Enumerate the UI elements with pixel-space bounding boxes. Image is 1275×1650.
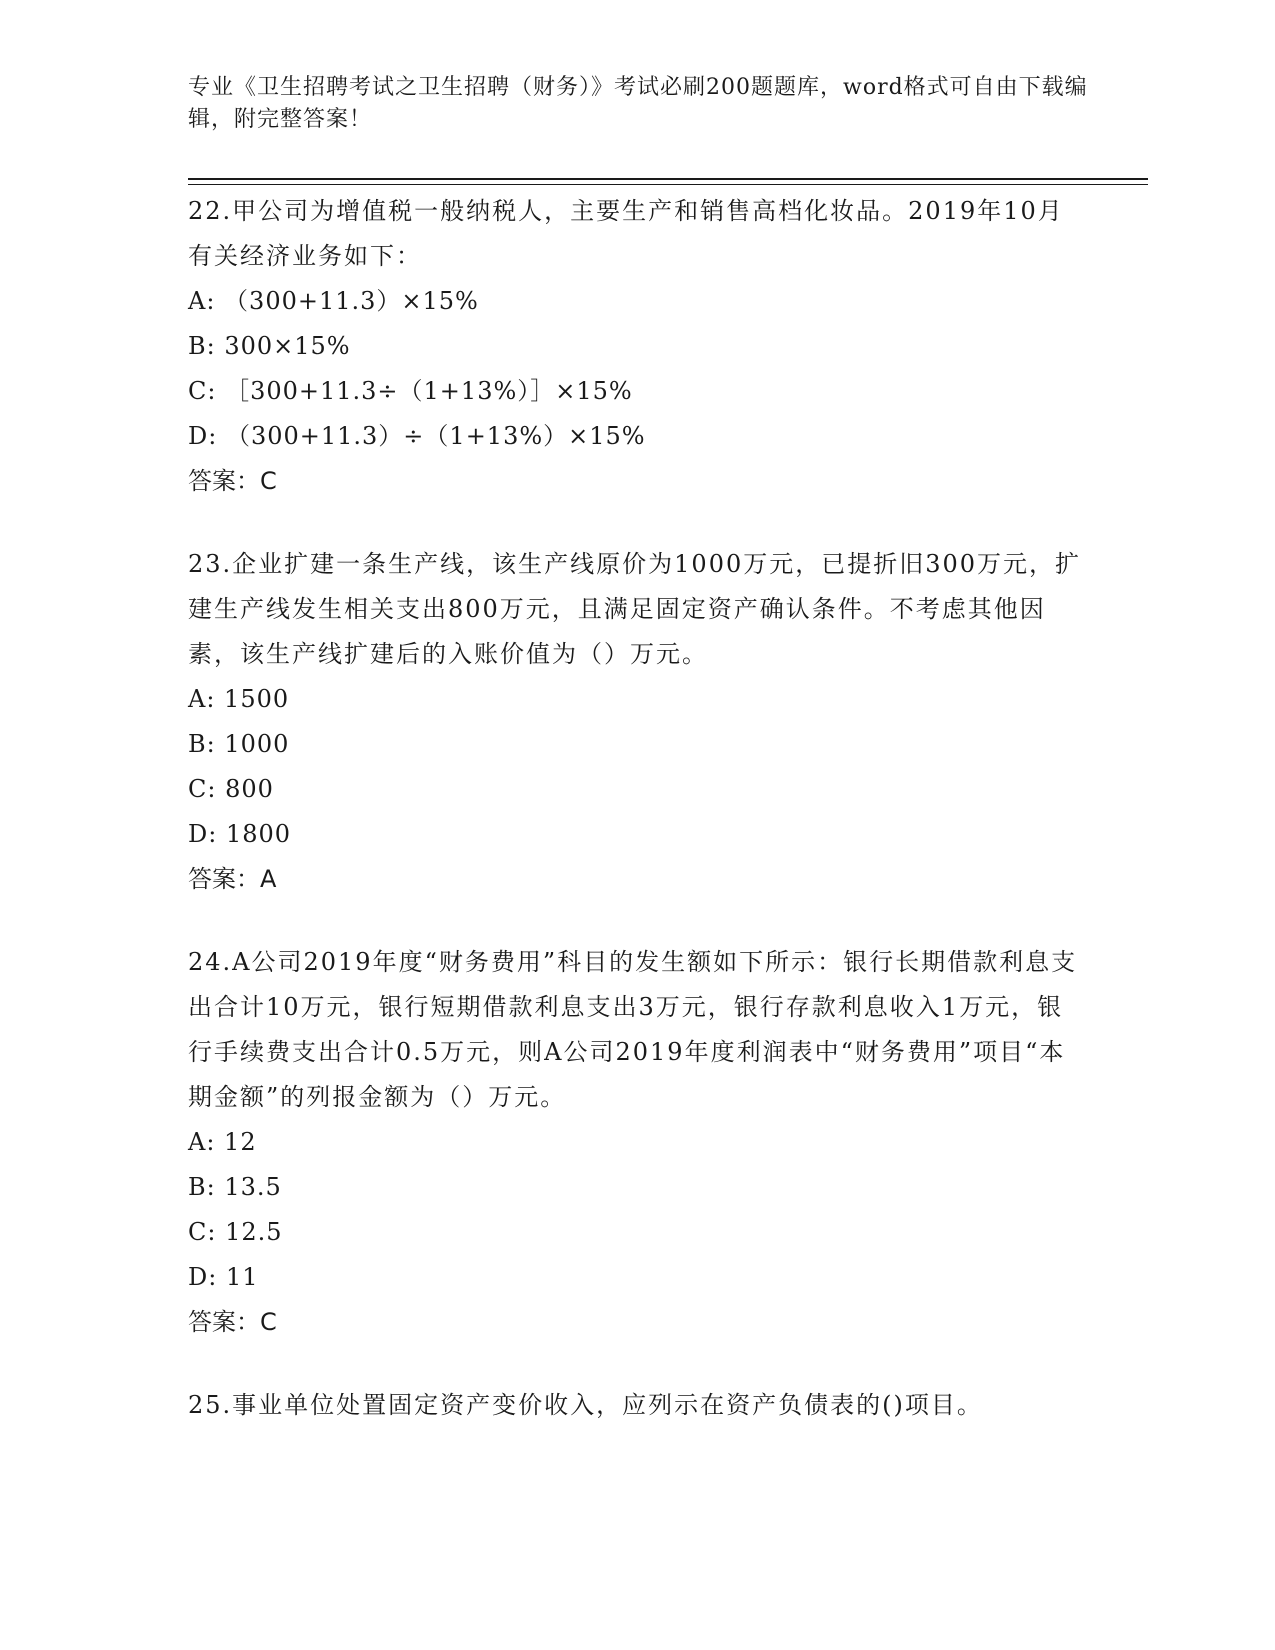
answer-line: 答案：C: [188, 1308, 277, 1336]
option-d: D: 1800: [188, 820, 292, 848]
option-c: C: 800: [188, 775, 274, 803]
option-d: D: 11: [188, 1263, 259, 1291]
question-text: 23.企业扩建一条生产线，该生产线原价为1000万元，已提折旧300万元，扩建生产线发生相关支出800万元，且满足固定资产确认条件。不考虑其他因素，该生产线扩建后的入账价值为（）万元。: [188, 550, 1082, 668]
document-header: 专业《卫生招聘考试之卫生招聘（财务）》考试必刷200题题库，word格式可自由下载编辑，附完整答案！: [188, 75, 1088, 132]
question-23: [188, 542, 1088, 902]
header-divider-thick: [188, 178, 1148, 180]
question-list: [188, 189, 1088, 1466]
option-a: A: 1500: [188, 685, 290, 713]
option-a: A: 12: [188, 1128, 257, 1156]
question-25: [188, 1383, 1088, 1428]
question-text: 25.事业单位处置固定资产变价收入，应列示在资产负债表的()项目。: [188, 1391, 983, 1419]
option-c: C: 12.5: [188, 1218, 283, 1246]
option-d: D: （300+11.3）÷（1+13%）×15%: [188, 422, 646, 450]
question-text: 24.A公司2019年度“财务费用”科目的发生额如下所示：银行长期借款利息支出合计10万元，银行短期借款利息支出3万元，银行存款利息收入1万元，银行手续费支出合计0.5万元，则A公司2019年度利润表中“财务费用”项目“本期金额”的列报金额为（）万元。: [188, 948, 1078, 1111]
option-b: B: 13.5: [188, 1173, 282, 1201]
option-b: B: 1000: [188, 730, 290, 758]
answer-line: 答案：C: [188, 467, 277, 495]
header-divider-thin: [188, 184, 1148, 185]
question-24: [188, 940, 1088, 1345]
option-c: C: ［300+11.3÷（1+13%）］×15%: [188, 377, 633, 405]
question-text: 22.甲公司为增值税一般纳税人，主要生产和销售高档化妆品。2019年10月有关经济业务如下：: [188, 197, 1064, 270]
answer-line: 答案：A: [188, 865, 277, 893]
option-b: B: 300×15%: [188, 332, 351, 360]
option-a: A: （300+11.3）×15%: [188, 287, 479, 315]
question-22: [188, 189, 1088, 504]
